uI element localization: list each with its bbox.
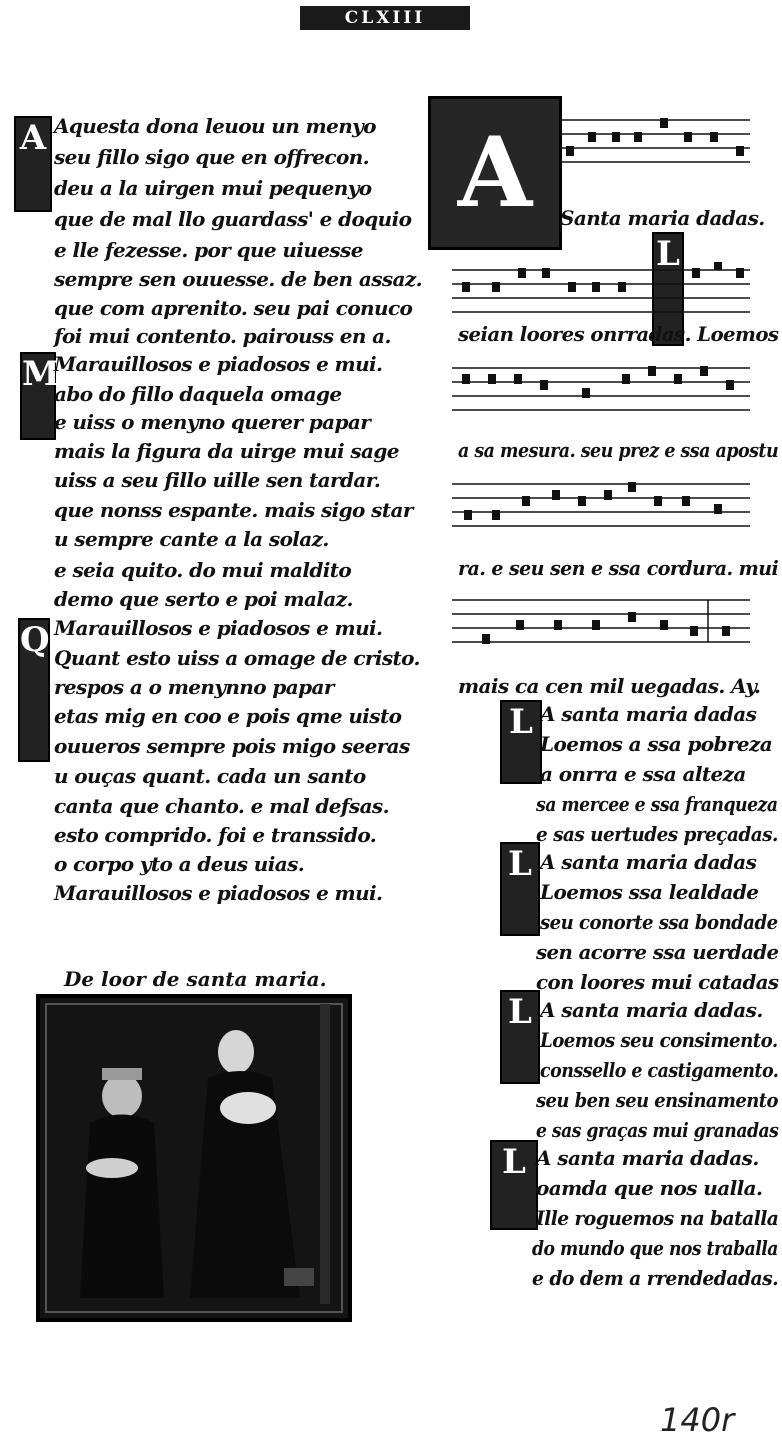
left-line: abo do fillo daquela omage <box>54 382 342 406</box>
left-line: Marauillosos e piadosos e mui. <box>54 881 383 905</box>
verse-line: a onrra e ssa alteza <box>540 762 746 786</box>
left-line: que nonss espante. mais sigo star <box>54 498 413 522</box>
left-line: mais la figura da uirge mui sage <box>54 439 399 463</box>
music-staff <box>560 112 750 166</box>
initial-a: A <box>14 116 52 212</box>
verse-line: sa mercee e ssa franqueza <box>536 792 778 816</box>
initial-l-2: L <box>500 700 542 784</box>
left-line: deu a la uirgen mui pequenyo <box>54 176 372 200</box>
left-line: Marauillosos e piadosos e mui. <box>54 352 383 376</box>
left-line: e seia quito. do mui maldito <box>54 558 352 582</box>
verse-line: seu ben seu ensinamento <box>536 1088 778 1112</box>
initial-l-3: L <box>500 842 540 936</box>
music-staff <box>452 360 750 414</box>
left-line: u ouças quant. cada un santo <box>54 764 366 788</box>
verse-line: A santa maria dadas <box>540 702 757 726</box>
right-lyric-line: ra. e seu sen e ssa cordura. mui <box>458 556 779 580</box>
verse-line: e sas graças mui granadas <box>536 1118 779 1142</box>
left-line: que de mal llo guardass' e doquio <box>54 207 412 231</box>
verse-line: oamda que nos ualla. <box>536 1176 763 1200</box>
verse-line: seu conorte ssa bondade <box>540 910 778 934</box>
left-line: o corpo yto a deus uias. <box>54 852 305 876</box>
left-line: foi mui contento. pairouss en a. <box>54 324 391 348</box>
left-line: seu fillo sigo que en offrecon. <box>54 145 370 169</box>
music-staff-lines-icon <box>452 360 750 414</box>
illuminated-initial-a: A <box>428 96 562 250</box>
verse-line: A santa maria dadas. <box>540 998 763 1022</box>
miniature-illustration <box>36 994 352 1322</box>
miniature-figures-icon <box>40 998 348 1318</box>
verse-line: conssello e castigamento. <box>540 1058 779 1082</box>
right-lyric-line: mais ca cen mil uegadas. Ay. <box>458 674 761 698</box>
verse-line: e do dem a rrendedadas. <box>532 1266 779 1290</box>
left-line: ouueros sempre pois migo seeras <box>54 734 410 758</box>
left-line: e lle fezesse. por que uiuesse <box>54 238 363 262</box>
initial-l-5: L <box>490 1140 538 1230</box>
right-lyric-line: Santa maria dadas. <box>560 206 765 230</box>
music-staff <box>452 476 750 530</box>
left-line: sempre sen ouuesse. de ben assaz. <box>54 267 423 291</box>
left-line: esto comprido. foi e transsido. <box>54 823 377 847</box>
initial-m-1: M <box>20 352 56 440</box>
music-staff-lines-icon <box>452 262 750 316</box>
verse-line: sen acorre ssa uerdade <box>536 940 779 964</box>
left-line: Marauillosos e piadosos e mui. <box>54 616 383 640</box>
music-staff-lines-icon <box>560 112 750 166</box>
right-lyric-line: a sa mesura. seu prez e ssa apostu <box>458 438 779 462</box>
verse-line: e sas uertudes preçadas. <box>536 822 778 846</box>
left-line: etas mig en coo e pois qme uisto <box>54 704 402 728</box>
music-staff <box>452 262 750 316</box>
left-line: canta que chanto. e mal defsas. <box>54 794 389 818</box>
left-line: que com aprenito. seu pai conuco <box>54 296 413 320</box>
left-line: u sempre cante a la solaz. <box>54 527 329 551</box>
folio-number: CLXIII <box>300 6 470 30</box>
verse-line: Ille roguemos na batalla <box>536 1206 779 1230</box>
left-line: uiss a seu fillo uille sen tardar. <box>54 468 381 492</box>
left-line: Aquesta dona leuou un menyo <box>54 114 376 138</box>
verse-line: Loemos a ssa pobreza <box>540 732 773 756</box>
initial-q: Q <box>18 618 50 762</box>
miniature-caption: De loor de santa maria. <box>64 967 327 991</box>
verse-line: A santa maria dadas. <box>536 1146 759 1170</box>
music-staff-lines-icon <box>452 476 750 530</box>
left-line: demo que serto e poi malaz. <box>54 587 353 611</box>
left-line: e uiss o menyno querer papar <box>54 410 371 434</box>
verse-line: Loemos ssa lealdade <box>540 880 759 904</box>
verse-line: con loores mui catadas <box>536 970 779 994</box>
verse-line: A santa maria dadas <box>540 850 757 874</box>
left-line: Quant esto uiss a omage de cristo. <box>54 646 420 670</box>
initial-l-4: L <box>500 990 540 1084</box>
folio-shelfmark: 140r <box>660 1401 735 1439</box>
verse-line: do mundo que nos traballa <box>532 1236 778 1260</box>
verse-line: Loemos seu consimento. <box>540 1028 778 1052</box>
left-line: respos a o menynno papar <box>54 675 334 699</box>
music-staff <box>452 592 750 646</box>
initial-l-1: L <box>652 232 684 346</box>
right-lyric-line: seian loores onrradas. Loemos <box>458 322 779 346</box>
music-staff-lines-icon <box>452 592 750 646</box>
